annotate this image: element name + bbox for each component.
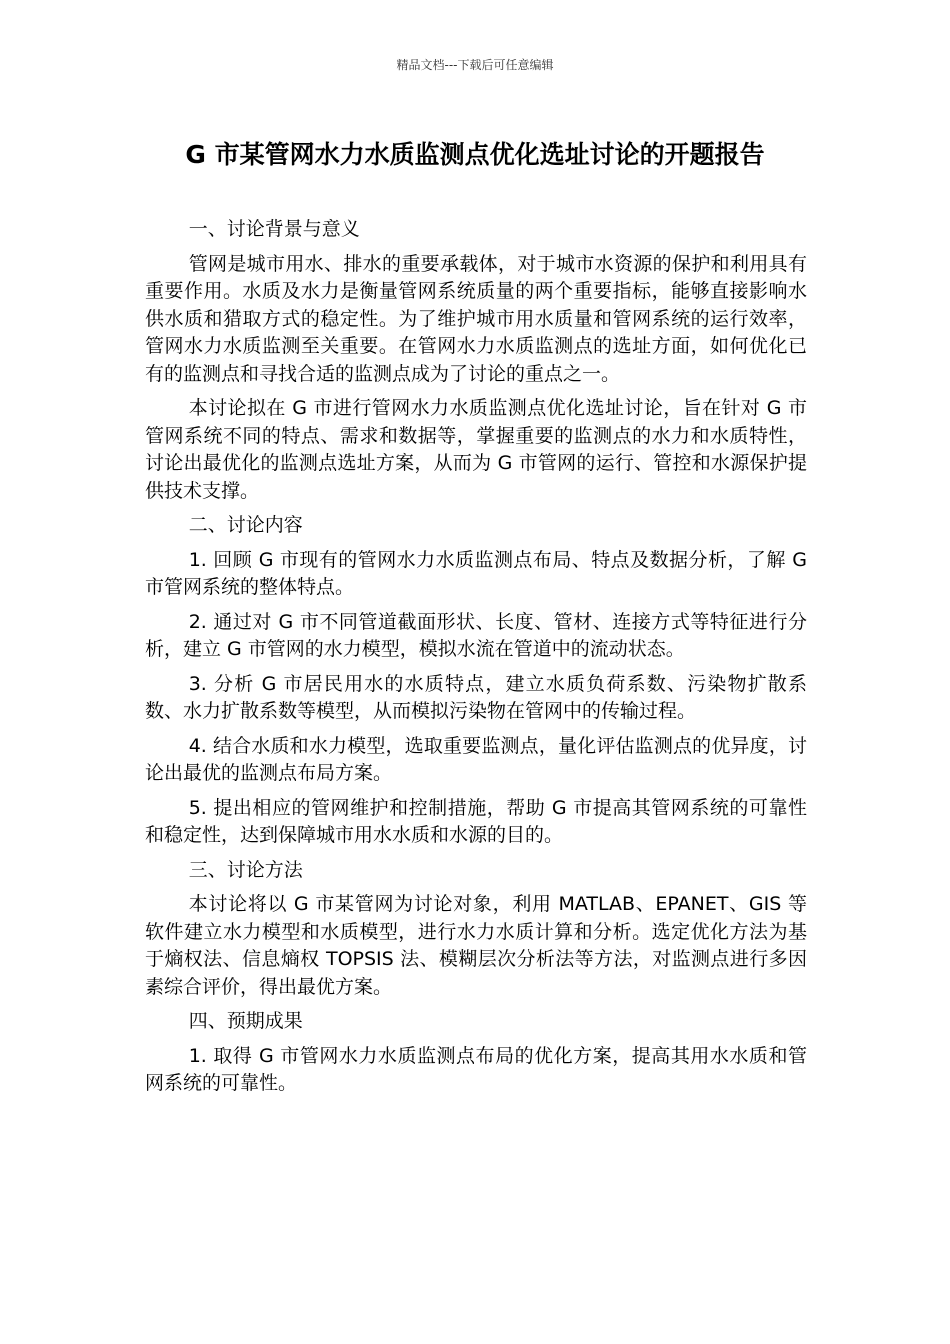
page-header-note: 精品文档---下载后可任意编辑: [396, 58, 554, 72]
content-item-3: 3. 分析 G 市居民用水的水质特点，建立水质负荷系数、污染物扩散系数、水力扩散系数等模型，从而模拟污染物在管网中的传输过程。: [145, 672, 807, 722]
content-item-2: 2. 通过对 G 市不同管道截面形状、长度、管材、连接方式等特征进行分析，建立 G 市管网的水力模型，模拟水流在管道中的流动状态。: [145, 610, 807, 660]
section-heading-background: 一、讨论背景与意义: [188, 218, 360, 240]
content-item-5: 5. 提出相应的管网维护和控制措施，帮助 G 市提高其管网系统的可靠性和稳定性，达到保障城市用水水质和水源的目的。: [145, 796, 807, 846]
section-heading-results: 四、预期成果: [188, 1010, 303, 1032]
paragraph-background-2: 本讨论拟在 G 市进行管网水力水质监测点优化选址讨论，旨在针对 G 市管网系统不同的特点、需求和数据等，掌握重要的监测点的水力和水质特性，讨论出最优化的监测点选址方案，从而为 G 市管网的运行、管控和水源保护提供技术支撑。: [145, 397, 807, 502]
results-item-1: 1. 取得 G 市管网水力水质监测点布局的优化方案，提高其用水水质和管网系统的可靠性。: [145, 1044, 807, 1094]
section-heading-method: 三、讨论方法: [188, 858, 303, 881]
content-item-4: 4. 结合水质和水力模型，选取重要监测点，量化评估监测点的优异度，讨论出最优的监测点布局方案。: [145, 734, 807, 784]
paragraph-background-1: 管网是城市用水、排水的重要承载体，对于城市水资源的保护和利用具有重要作用。水质及水力是衡量管网系统质量的两个重要指标，能够直接影响水供水质和猎取方式的稳定性。为了维护城市用水质量和管网系统的运行效率，管网水力水质监测至关重要。在管网水力水质监测点的选址方面，如何优化已有的监测点和寻找合适的监测点成为了讨论的重点之一。: [145, 252, 807, 385]
paragraph-method: 本讨论将以 G 市某管网为讨论对象，利用 MATLAB、EPANET、GIS 等软件建立水力模型和水质模型，进行水力水质计算和分析。选定优化方法为基于熵权法、信息熵权 TOPSIS 法、模糊层次分析法等方法，对监测点进行多因素综合评价，得出最优方案。: [145, 893, 807, 998]
content-item-1: 1. 回顾 G 市现有的管网水力水质监测点布局、特点及数据分析，了解 G 市管网系统的整体特点。: [145, 548, 807, 598]
document-body: [145, 216, 807, 1105]
document-title: G 市某管网水力水质监测点优化选址讨论的开题报告: [185, 140, 765, 169]
section-heading-content: 二、讨论内容: [188, 514, 303, 536]
